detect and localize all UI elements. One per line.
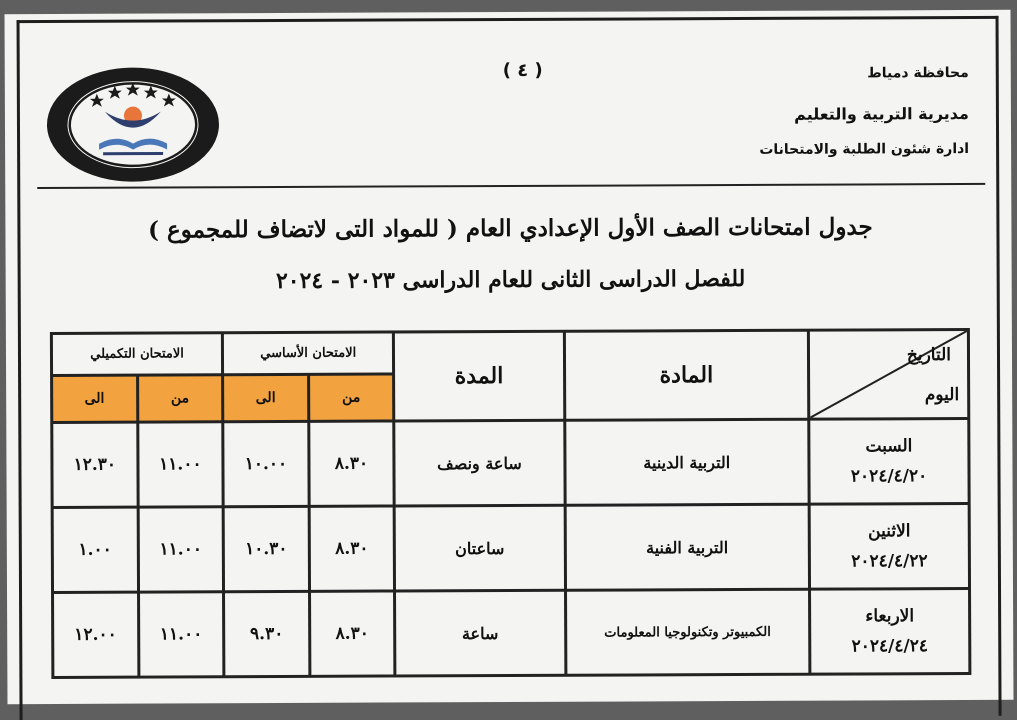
supp-to-cell: ١٢.٠٠	[54, 594, 137, 676]
subject-cell: التربية الفنية	[566, 506, 808, 589]
duration-cell: ساعة ونصف	[396, 422, 564, 505]
date-label: ٢٠٢٤/٤/٢٠	[850, 466, 928, 487]
date-header: التاريخ	[906, 345, 952, 366]
date-label: ٢٠٢٤/٤/٢٤	[851, 636, 929, 657]
supp-from-cell: ١١.٠٠	[139, 508, 222, 590]
table-row	[54, 505, 968, 591]
main-to-cell: ١٠.٣٠	[225, 508, 308, 590]
exam-schedule-table	[50, 328, 972, 679]
day-date-cell	[811, 590, 968, 673]
table-row	[53, 420, 967, 506]
day-label: الاربعاء	[865, 606, 915, 627]
day-label: السبت	[865, 436, 913, 457]
supp-from-cell: ١١.٠٠	[139, 423, 222, 505]
duration-cell: ساعتان	[396, 507, 564, 590]
day-header: اليوم	[924, 385, 960, 406]
main-from-cell: ٨.٣٠	[311, 593, 394, 675]
date-day-header	[810, 331, 967, 418]
page-number: ( ٤ )	[502, 59, 543, 82]
main-to-cell: ١٠.٠٠	[224, 423, 307, 505]
schedule-subtitle: للفصل الدراسى الثانى للعام الدراسى ٢٠٢٣ - ٢٠٢٤	[275, 265, 746, 295]
document-page	[4, 10, 1013, 704]
day-date-cell	[811, 505, 968, 588]
day-label: الاثنين	[868, 521, 911, 542]
schedule-title: جدول امتحانات الصف الأول الإعدادي العام ( للمواد التى لاتضاف للمجموع )	[148, 213, 873, 244]
supp-exam-header: الامتحان التكميلي	[53, 334, 221, 374]
table-row	[54, 590, 968, 676]
governorate-label: محافظة دمياط	[867, 64, 969, 82]
subject-header: المادة	[565, 332, 807, 419]
supp-to-cell: ١٢.٣٠	[53, 424, 136, 506]
duration-header: المدة	[395, 333, 563, 420]
main-from-cell: ٨.٣٠	[310, 423, 393, 505]
supp-to-cell: ١.٠٠	[54, 509, 137, 591]
directorate-label: مديرية التربية والتعليم	[794, 103, 969, 124]
main-to-cell: ٩.٣٠	[225, 593, 308, 675]
main-from-cell: ٨.٣٠	[310, 508, 393, 590]
supp-from-cell: ١١.٠٠	[140, 593, 223, 675]
directorate-seal-logo	[45, 65, 222, 184]
subject-cell: الكمبيوتر وتكنولوجيا المعلومات	[567, 591, 809, 674]
main-from-header: من	[310, 376, 393, 420]
supp-from-header: من	[139, 376, 222, 420]
date-label: ٢٠٢٤/٤/٢٢	[851, 551, 928, 572]
day-date-cell	[810, 420, 967, 503]
subject-cell: التربية الدينية	[566, 421, 808, 504]
duration-cell: ساعة	[396, 592, 564, 675]
department-label: ادارة شئون الطلبة والامتحانات	[759, 140, 970, 158]
main-to-header: الى	[224, 376, 307, 420]
supp-to-header: الى	[53, 377, 136, 421]
main-exam-header: الامتحان الأساسي	[224, 334, 392, 374]
